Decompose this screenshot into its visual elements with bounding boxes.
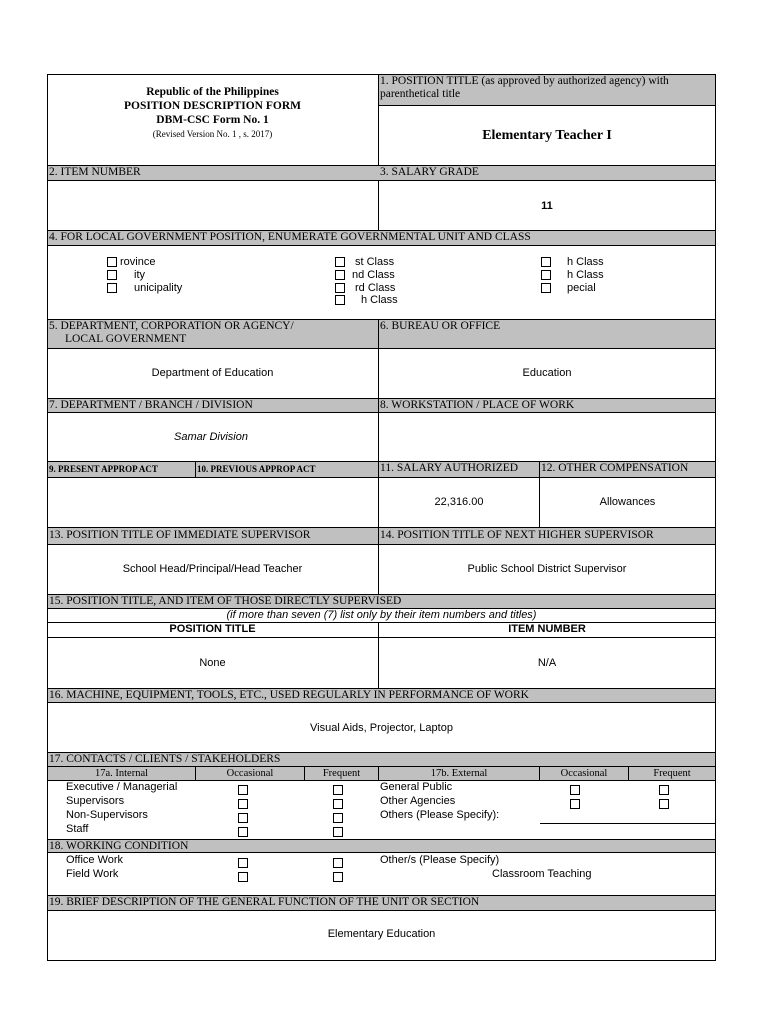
sixth-class-checkbox[interactable] xyxy=(541,270,551,280)
field-17-label: 17. CONTACTS / CLIENTS / STAKEHOLDERS xyxy=(49,753,281,765)
position-title-column-header: POSITION TITLE xyxy=(169,623,256,635)
office-work-label: Office Work xyxy=(66,854,124,866)
field-14-label: 14. POSITION TITLE OF NEXT HIGHER SUPERVISOR xyxy=(380,529,654,541)
item-number-column-header: ITEM NUMBER xyxy=(508,623,586,635)
field-10-label: 10. PREVIOUS APPROP ACT xyxy=(197,464,316,474)
first-class-label: st Class xyxy=(355,256,395,268)
internal-non-supervisors-label: Non-Supervisors xyxy=(66,809,148,821)
working-condition-others-value: Classroom Teaching xyxy=(492,868,592,880)
field-work-occasional-checkbox[interactable] xyxy=(238,872,248,882)
divider xyxy=(539,461,540,527)
supervisors-occasional-checkbox[interactable] xyxy=(238,799,248,809)
others-specify-line[interactable] xyxy=(540,823,715,824)
divider xyxy=(195,461,196,477)
external-general-public-label: General Public xyxy=(380,781,453,793)
supervisors-frequent-checkbox[interactable] xyxy=(333,799,343,809)
field-15-label: 15. POSITION TITLE, AND ITEM OF THOSE DIRECTLY SUPERVISED xyxy=(49,595,402,607)
fourth-class-checkbox[interactable] xyxy=(335,295,345,305)
field-work-label: Field Work xyxy=(66,868,119,880)
internal-executive-label: Executive / Managerial xyxy=(66,781,178,793)
header-form-title: POSITION DESCRIPTION FORM xyxy=(124,100,301,112)
city-checkbox[interactable] xyxy=(107,270,117,280)
external-frequent-header: Frequent xyxy=(653,768,691,779)
field-11-label: 11. SALARY AUTHORIZED xyxy=(380,462,519,474)
general-public-occasional-checkbox[interactable] xyxy=(570,785,580,795)
header-revision: (Revised Version No. 1 , s. 2017) xyxy=(152,129,273,139)
department-value: Department of Education xyxy=(151,367,274,379)
field-12-label: 12. OTHER COMPENSATION xyxy=(541,462,689,474)
second-class-checkbox[interactable] xyxy=(335,270,345,280)
special-checkbox[interactable] xyxy=(541,283,551,293)
executive-frequent-checkbox[interactable] xyxy=(333,785,343,795)
next-higher-supervisor-value: Public School District Supervisor xyxy=(467,563,627,575)
field-6-label: 6. BUREAU OR OFFICE xyxy=(380,320,501,332)
office-work-frequent-checkbox[interactable] xyxy=(333,858,343,868)
office-work-occasional-checkbox[interactable] xyxy=(238,858,248,868)
divider xyxy=(47,348,716,349)
divider xyxy=(47,637,716,638)
field-13-label: 13. POSITION TITLE OF IMMEDIATE SUPERVISOR xyxy=(49,529,311,541)
field-18-label: 18. WORKING CONDITION xyxy=(49,840,189,852)
other-agencies-frequent-checkbox[interactable] xyxy=(659,799,669,809)
field-16-label: 16. MACHINE, EQUIPMENT, TOOLS, ETC., USED REGULARLY IN PERFORMANCE OF WORK xyxy=(49,689,529,701)
divider xyxy=(378,398,379,461)
third-class-label: rd Class xyxy=(355,282,396,294)
supervised-title-value: None xyxy=(199,657,226,669)
fourth-class-label: h Class xyxy=(361,294,398,306)
divider xyxy=(378,319,379,398)
divider xyxy=(378,105,716,106)
fifth-class-label: h Class xyxy=(567,256,604,268)
external-header: 17b. External xyxy=(430,768,488,779)
field-5-label: 5. DEPARTMENT, CORPORATION OR AGENCY/ xyxy=(49,320,294,332)
field-15-note: (if more than seven (7) list only by their item numbers and titles) xyxy=(226,609,537,621)
internal-occasional-header: Occasional xyxy=(226,768,274,779)
province-label: rovince xyxy=(120,256,156,268)
field-7-label: 7. DEPARTMENT / BRANCH / DIVISION xyxy=(49,399,253,411)
field-1-label-line2: parenthetical title xyxy=(380,88,461,100)
other-compensation-value: Allowances xyxy=(599,496,656,508)
field-1-label: 1. POSITION TITLE (as approved by authorized agency) with xyxy=(380,75,669,87)
fifth-class-checkbox[interactable] xyxy=(541,257,551,267)
equipment-value: Visual Aids, Projector, Laptop xyxy=(310,722,453,734)
other-agencies-occasional-checkbox[interactable] xyxy=(570,799,580,809)
divider xyxy=(47,477,716,478)
divider xyxy=(378,527,379,594)
field-work-frequent-checkbox[interactable] xyxy=(333,872,343,882)
position-title-value: Elementary Teacher I xyxy=(482,128,612,143)
external-occasional-header: Occasional xyxy=(560,768,608,779)
divider xyxy=(47,544,716,545)
internal-staff-label: Staff xyxy=(66,823,89,835)
field-2-label: 2. ITEM NUMBER xyxy=(49,166,141,178)
field-3-label: 3. SALARY GRADE xyxy=(380,166,479,178)
non-supervisors-occasional-checkbox[interactable] xyxy=(238,813,248,823)
division-value: Samar Division xyxy=(174,431,248,443)
internal-header: 17a. Internal xyxy=(94,768,149,779)
municipality-label: unicipality xyxy=(134,282,183,294)
unit-function-value: Elementary Education xyxy=(327,928,436,940)
first-class-checkbox[interactable] xyxy=(335,257,345,267)
executive-occasional-checkbox[interactable] xyxy=(238,785,248,795)
third-class-checkbox[interactable] xyxy=(335,283,345,293)
divider xyxy=(47,245,716,246)
working-condition-others-label: Other/s (Please Specify) xyxy=(380,854,500,866)
immediate-supervisor-value: School Head/Principal/Head Teacher xyxy=(122,563,303,575)
city-label: ity xyxy=(134,269,145,281)
header-form-number: DBM-CSC Form No. 1 xyxy=(156,114,269,126)
salary-authorized-value: 22,316.00 xyxy=(434,496,484,508)
general-public-frequent-checkbox[interactable] xyxy=(659,785,669,795)
field-5-label-line2: LOCAL GOVERNMENT xyxy=(65,333,187,345)
supervised-item-value: N/A xyxy=(537,657,557,669)
municipality-checkbox[interactable] xyxy=(107,283,117,293)
divider xyxy=(378,461,379,527)
salary-grade-value: 11 xyxy=(541,200,553,212)
internal-frequent-header: Frequent xyxy=(322,768,361,779)
divider xyxy=(47,910,716,911)
field-9-label: 9. PRESENT APPROP ACT xyxy=(49,464,158,474)
special-label: pecial xyxy=(567,282,596,294)
non-supervisors-frequent-checkbox[interactable] xyxy=(333,813,343,823)
external-other-agencies-label: Other Agencies xyxy=(380,795,456,807)
header-republic: Republic of the Philippines xyxy=(146,86,279,98)
divider xyxy=(47,412,716,413)
bureau-value: Education xyxy=(522,367,572,379)
field-19-label: 19. BRIEF DESCRIPTION OF THE GENERAL FUNCTION OF THE UNIT OR SECTION xyxy=(49,896,480,908)
divider xyxy=(47,180,716,181)
second-class-label: nd Class xyxy=(352,269,395,281)
staff-occasional-checkbox[interactable] xyxy=(238,827,248,837)
external-others-label: Others (Please Specify): xyxy=(380,809,500,821)
field-4-label: 4. FOR LOCAL GOVERNMENT POSITION, ENUMERATE GOVERNMENTAL UNIT AND CLASS xyxy=(49,231,531,243)
sixth-class-label: h Class xyxy=(567,269,604,281)
staff-frequent-checkbox[interactable] xyxy=(333,827,343,837)
field-8-label: 8. WORKSTATION / PLACE OF WORK xyxy=(380,399,575,411)
internal-supervisors-label: Supervisors xyxy=(66,795,125,807)
divider xyxy=(47,702,716,703)
province-checkbox[interactable] xyxy=(107,257,117,267)
